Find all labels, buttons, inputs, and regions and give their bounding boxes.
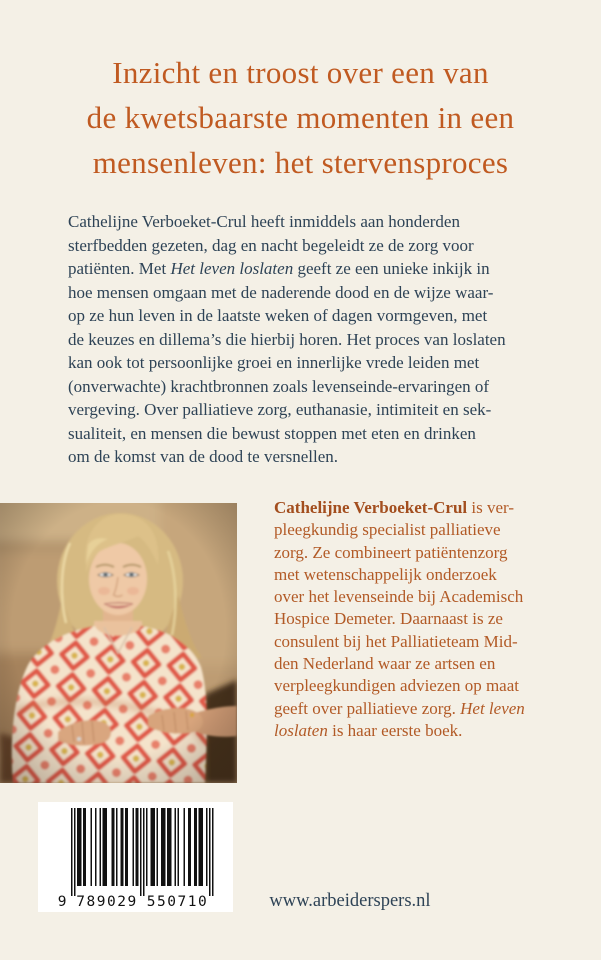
svg-text:9: 9 [57, 894, 68, 910]
text-line: om de komst van de dood te versnellen. [68, 447, 339, 466]
text-line: zorg. Ze combineert patiëntenzorg [274, 542, 508, 562]
author-photo [0, 503, 237, 783]
text-line: pleegkundig specialist palliatieve [274, 520, 501, 540]
text-line: sterfbedden gezeten, dag en nacht begeleidt ze de zorg voor [68, 235, 474, 255]
text-line: geeft over palliatieve zorg. Het leven [274, 698, 525, 718]
text-line: met wetenschappelijk onderzoek [274, 564, 497, 584]
barcode [38, 802, 233, 912]
ean13-barcode [38, 802, 233, 912]
headline [0, 50, 601, 185]
text-line: patiënten. Met Het leven loslaten geeft ze een unieke inkijk in [68, 259, 490, 278]
text-line: (onverwachte) krachtbronnen zoals levenseinde-ervaringen of [68, 376, 490, 396]
text-line: consulent bij het Palliatieteam Mid- [274, 631, 518, 651]
text-line: sualiteit, en mensen die bewust stoppen met eten en drinken [68, 423, 476, 443]
text-line: kan ook tot persoonlijke groei en innerlijke vrede leiden met [68, 353, 480, 372]
headline-line: de kwetsbaarste momenten in een [86, 100, 515, 135]
text-line: Cathelijne Verboeket-Crul heeft inmiddels aan honderden [68, 212, 460, 231]
text-line: Cathelijne Verboeket-Crul is ver- [274, 498, 514, 517]
headline-line: Inzicht en troost over een van [112, 55, 489, 90]
text-line: vergeving. Over palliatieve zorg, euthanasie, intimiteit en sek- [68, 400, 492, 419]
headline-line: mensenleven: het stervensproces [92, 145, 509, 180]
author-portrait-illustration [0, 503, 237, 783]
svg-text:550710: 550710 [146, 894, 209, 910]
text-line: verpleegkundigen adviezen op maat [274, 676, 519, 696]
text-line: over het levenseinde bij Academisch [274, 587, 524, 607]
author-bio [274, 497, 525, 742]
text-line: op ze hun leven in de laatste weken of dagen vormgeven, met [68, 306, 488, 325]
publisher-website: www.arbeiderspers.nl [269, 891, 431, 911]
text-line: de keuzes en dillema’s die hierbij horen. Het proces van loslaten [68, 329, 506, 349]
text-line: hoe mensen omgaan met de naderende dood en de wijze waar- [68, 282, 494, 302]
svg-text:789029: 789029 [76, 894, 138, 910]
blurb-paragraph [68, 210, 506, 469]
text-line: den Nederland waar ze artsen en [274, 654, 496, 674]
text-line: Hospice Demeter. Daarnaast is ze [274, 609, 503, 629]
text-line: loslaten is haar eerste boek. [274, 720, 463, 740]
